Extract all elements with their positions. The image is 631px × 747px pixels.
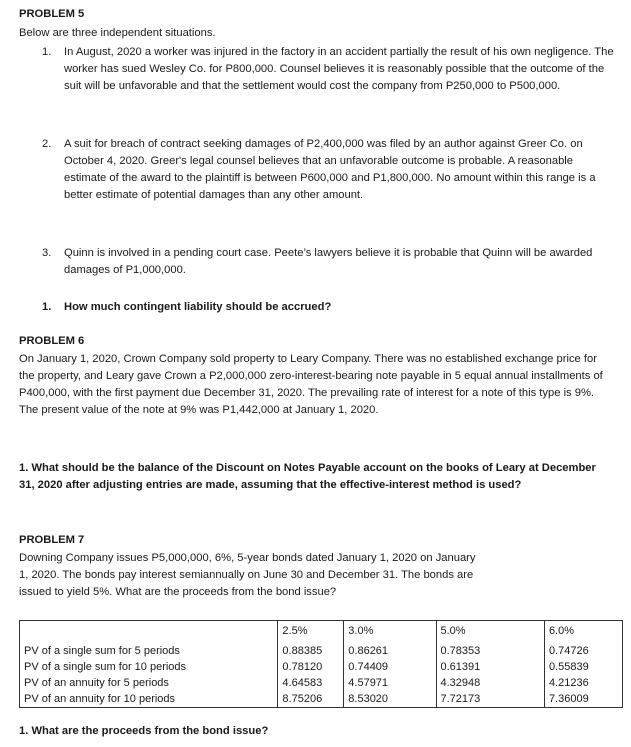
table-cell: 0.61391 xyxy=(436,659,544,675)
item-text: Quinn is involved in a pending court case. Peete’s lawyers believe it is probable that Quinn will be awarded damages of P1,000,000. xyxy=(64,247,593,276)
table-cell: 0.78120 xyxy=(278,659,344,675)
table-row xyxy=(20,659,623,675)
rate-header: 2.5% xyxy=(278,621,344,644)
table-cell: 8.53020 xyxy=(344,691,436,708)
table-cell: 0.55839 xyxy=(544,659,622,675)
table-row xyxy=(20,643,623,659)
table-cell: 7.36009 xyxy=(544,691,622,708)
item-number: 3. xyxy=(42,247,52,259)
table-row xyxy=(20,691,623,708)
table-cell: 4.32948 xyxy=(436,675,544,691)
question-number: 1. xyxy=(42,301,52,313)
row-label: PV of an annuity for 5 periods xyxy=(20,675,278,691)
item-number: 2. xyxy=(42,138,52,150)
table-header-row xyxy=(20,621,623,644)
row-label: PV of a single sum for 5 periods xyxy=(20,643,278,659)
table-corner-cell xyxy=(20,621,278,644)
table-cell: 0.78353 xyxy=(436,643,544,659)
problem7-heading: PROBLEM 7 xyxy=(19,534,85,546)
problem7-question: 1. What are the proceeds from the bond issue? xyxy=(19,725,269,737)
table-cell: 4.57971 xyxy=(344,675,436,691)
item-text: In August, 2020 a worker was injured in the factory in an accident partially the result of his own negligence. The worker has sued Wesley Co. for P800,000. Counsel believes it is reasonably possible that the outcome of the suit will be unfavorable and that the settlement would cost the company from P250,000 to P500,000. xyxy=(64,46,614,92)
item-text: A suit for breach of contract seeking damages of P2,400,000 was filed by an author against Greer Co. on October 4, 2020. Greer's legal counsel believes that an unfavorable outcome is probable. A reasonable estimate of the award to the plaintiff is between P600,000 and P1,800,000. No amount within this range is a better estimate of potential damages than any other amount. xyxy=(64,138,596,201)
problem7-text: Downing Company issues P5,000,000, 6%, 5-year bonds dated January 1, 2020 on January 1, 2020. The bonds pay interest semiannually on June 30 and December 31. The bonds are issued to yield 5%. What are the proceeds from the bond issue? xyxy=(19,552,476,598)
question-text: How much contingent liability should be accrued? xyxy=(64,301,332,313)
item-number: 1. xyxy=(42,46,52,58)
table-cell: 7.72173 xyxy=(436,691,544,708)
present-value-table xyxy=(19,620,623,708)
row-label: PV of an annuity for 10 periods xyxy=(20,691,278,708)
problem6-text: On January 1, 2020, Crown Company sold property to Leary Company. There was no established exchange price for the property, and Leary gave Crown a P2,000,000 zero-interest-bearing note payable in 5 equal annual installments of P400,000, with the first payment due December 31, 2020. The prevailing rate of interest for a note of this type is 9%. The present value of the note at 9% was P1,442,000 at January 1, 2020. xyxy=(19,353,603,416)
table-row xyxy=(20,675,623,691)
rate-header: 5.0% xyxy=(436,621,544,644)
table-cell: 0.74726 xyxy=(544,643,622,659)
table-cell: 0.86261 xyxy=(344,643,436,659)
rate-header: 3.0% xyxy=(344,621,436,644)
problem5-heading: PROBLEM 5 xyxy=(19,8,85,20)
table-cell: 0.74409 xyxy=(344,659,436,675)
row-label: PV of a single sum for 10 periods xyxy=(20,659,278,675)
table-cell: 4.64583 xyxy=(278,675,344,691)
table-cell: 4.21236 xyxy=(544,675,622,691)
rate-header: 6.0% xyxy=(544,621,622,644)
problem6-question: 1. What should be the balance of the Discount on Notes Payable account on the books of Leary at December 31, 2020 after adjusting entries are made, assuming that the effective-interest method is used? xyxy=(19,462,596,491)
table-cell: 0.88385 xyxy=(278,643,344,659)
problem6-heading: PROBLEM 6 xyxy=(19,335,85,347)
table-cell: 8.75206 xyxy=(278,691,344,708)
problem5-intro: Below are three independent situations. xyxy=(19,27,216,39)
